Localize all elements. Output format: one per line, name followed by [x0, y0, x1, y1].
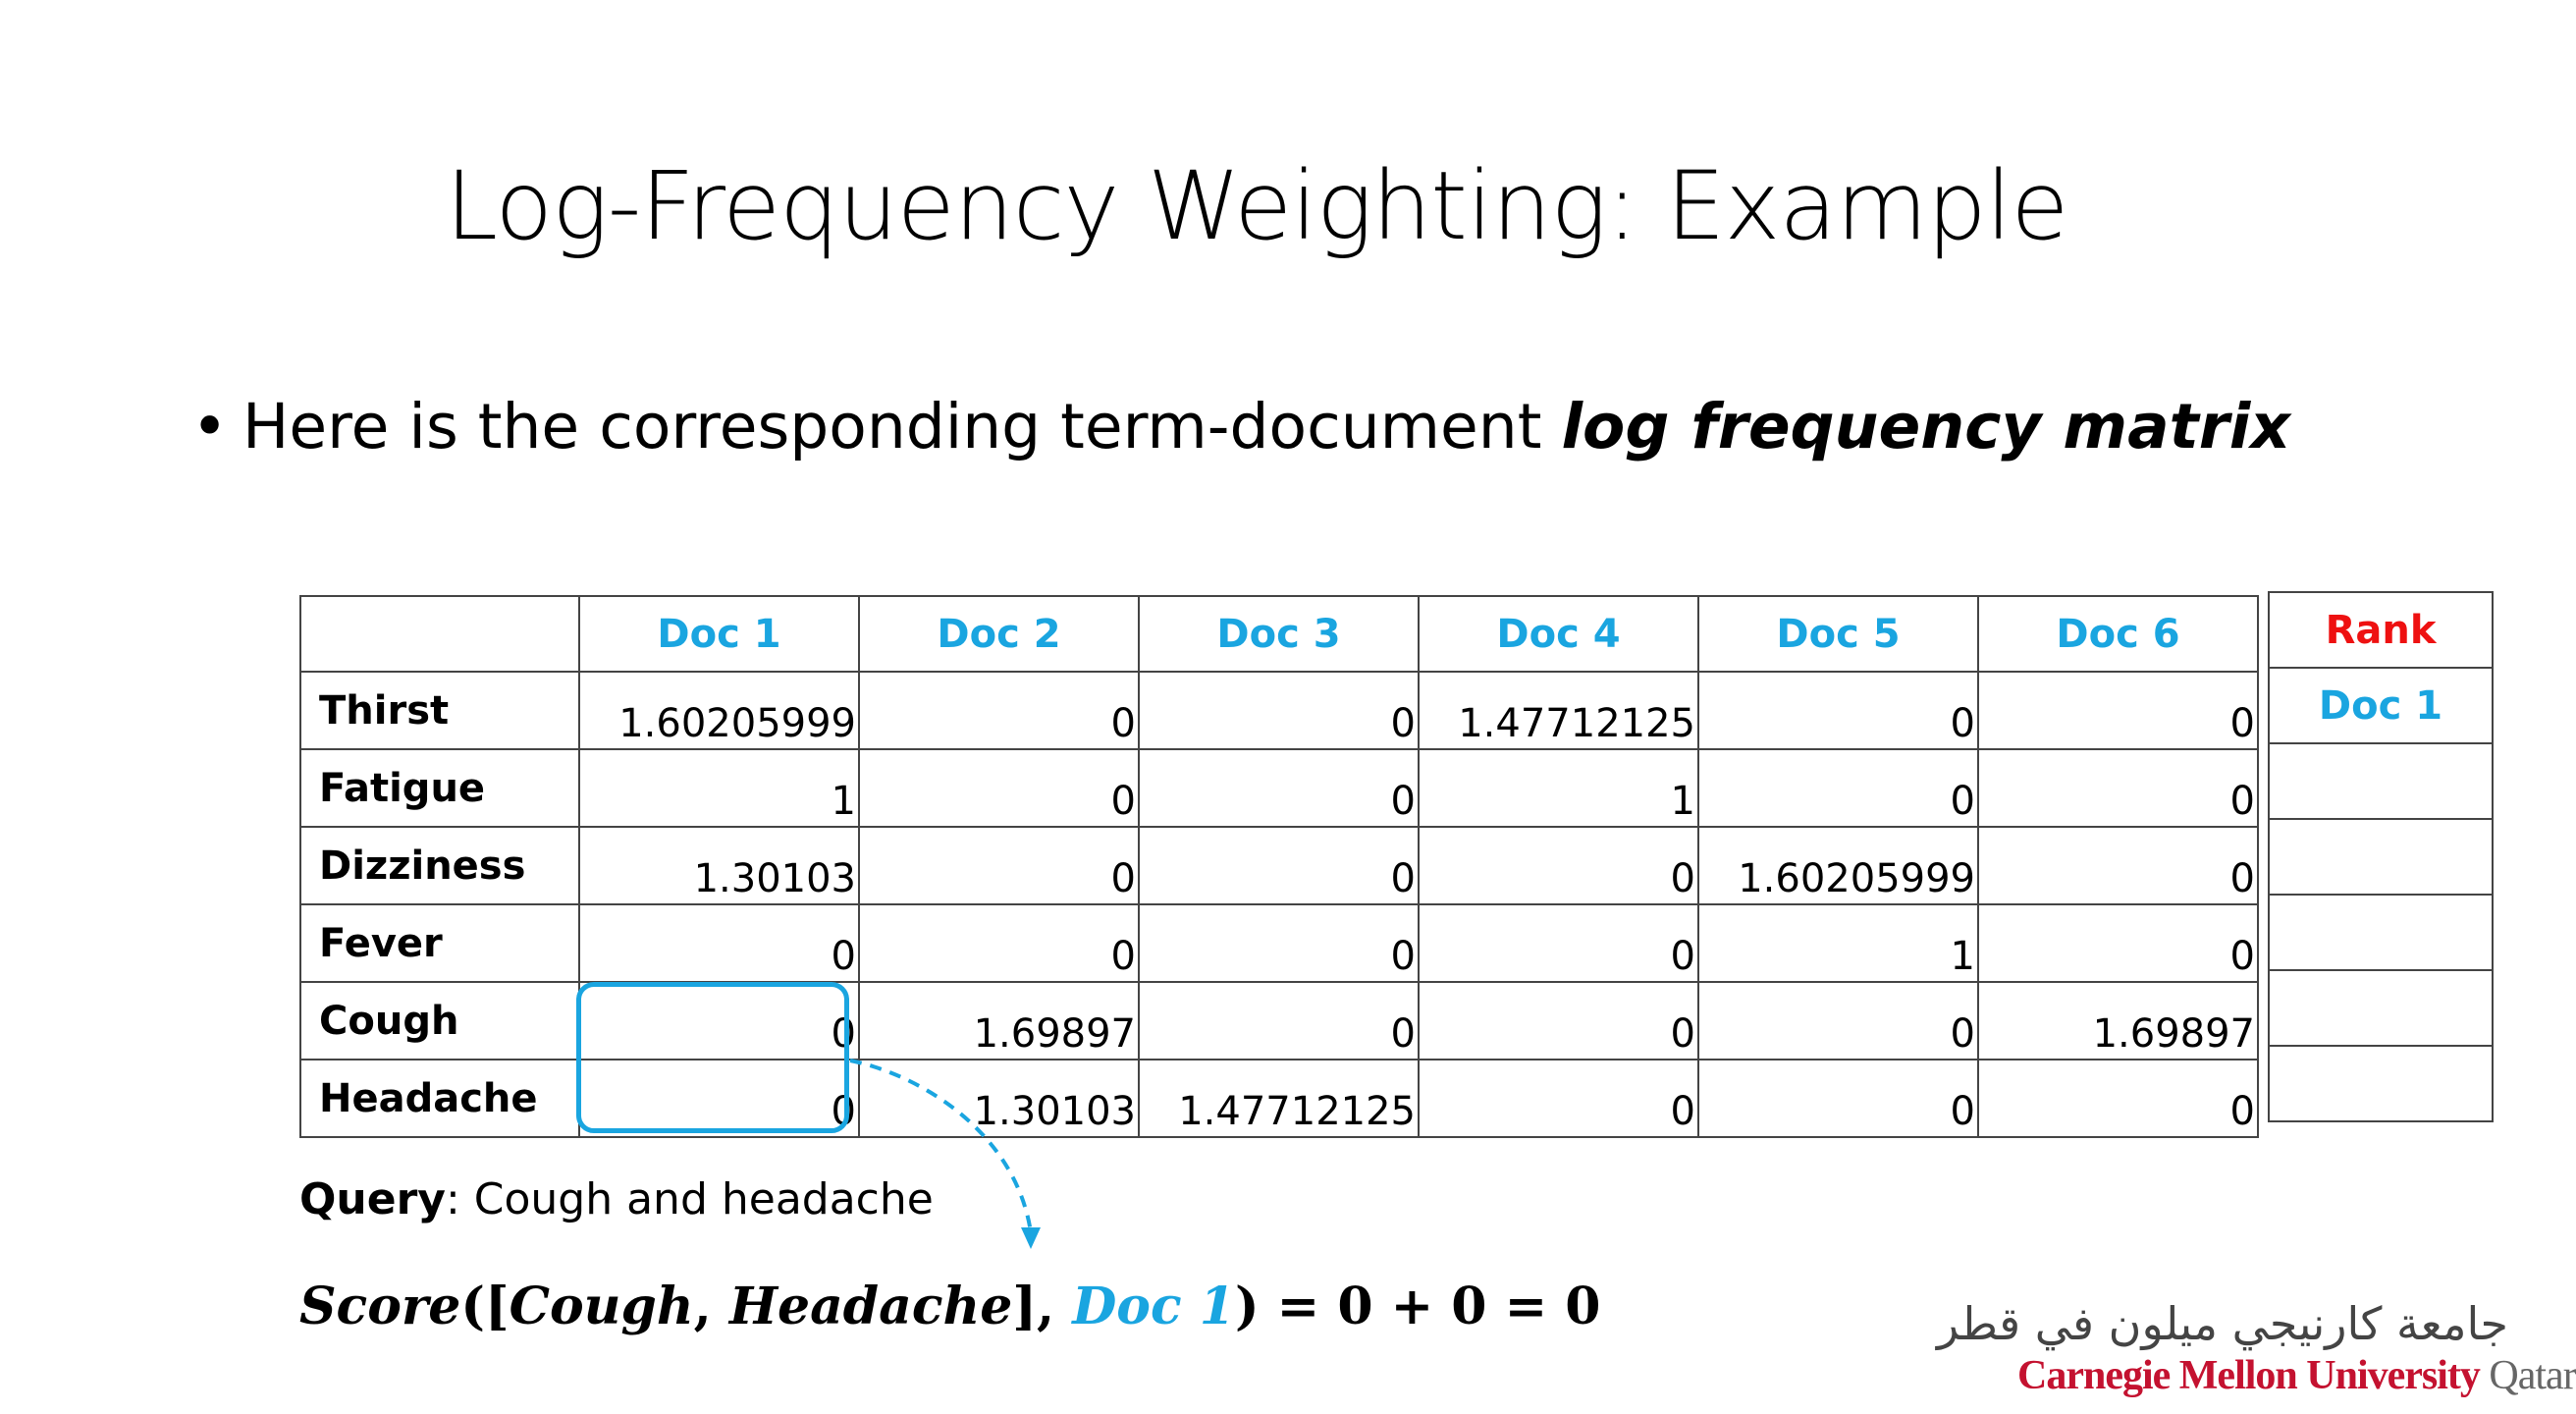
matrix-cell: 1.60205999 [1698, 827, 1978, 904]
logo-university-name: Carnegie Mellon University [2017, 1353, 2480, 1398]
rank-entry [2269, 970, 2493, 1046]
matrix-cell: 1.47712125 [1419, 672, 1698, 749]
doc1-highlight-box [576, 982, 849, 1133]
matrix-cell: 1.69897 [1978, 982, 2258, 1060]
score-open: ([ [460, 1277, 510, 1336]
matrix-cell: 0 [1698, 672, 1978, 749]
matrix-cell: 0 [859, 827, 1139, 904]
matrix-cell: 0 [1698, 982, 1978, 1060]
matrix-cell: 0 [1978, 672, 2258, 749]
matrix-cell: 0 [1698, 749, 1978, 827]
matrix-cell: 1.30103 [859, 1060, 1139, 1137]
matrix-cell: 1.47712125 [1139, 1060, 1419, 1137]
rank-entry [2269, 819, 2493, 895]
matrix-cell: 0 [1978, 827, 2258, 904]
matrix-cell: 0 [579, 982, 859, 1060]
matrix-cell: 0 [1978, 749, 2258, 827]
matrix-cell: 0 [1419, 1060, 1698, 1137]
logo-arabic-text: جامعة كارنيجي ميلون في قطر [1936, 1297, 2508, 1350]
bullet-point [191, 388, 2290, 466]
rank-entry [2269, 1046, 2493, 1121]
cmu-qatar-logo [1936, 1296, 2576, 1404]
logo-qatar: Qatar [2479, 1353, 2576, 1398]
matrix-row [300, 827, 2258, 904]
term-label: Cough [300, 982, 579, 1060]
rank-entry: Doc 1 [2269, 668, 2493, 743]
matrix-cell: 0 [1419, 904, 1698, 982]
matrix-cell: 0 [1419, 982, 1698, 1060]
score-term-2: Headache [728, 1277, 1013, 1336]
matrix-cell: 1 [579, 749, 859, 827]
matrix-cell: 0 [579, 1060, 859, 1137]
matrix-cell: 1.69897 [859, 982, 1139, 1060]
column-header: Doc 3 [1139, 596, 1419, 672]
matrix-cell: 0 [1139, 749, 1419, 827]
matrix-cell: 1.30103 [579, 827, 859, 904]
matrix-row [300, 672, 2258, 749]
matrix-cell: 1 [1698, 904, 1978, 982]
matrix-corner-cell [300, 596, 579, 672]
rank-header: Rank [2269, 592, 2493, 668]
score-function: Score [299, 1277, 461, 1336]
matrix-cell: 0 [1419, 827, 1698, 904]
score-mid: ], [1012, 1277, 1073, 1336]
score-separator: , [693, 1277, 729, 1336]
column-header: Doc 6 [1978, 596, 2258, 672]
logo-english-text [2017, 1351, 2576, 1400]
term-label: Headache [300, 1060, 579, 1137]
slide-title: Log-Frequency Weighting: Example [445, 151, 2068, 261]
matrix-cell: 0 [859, 672, 1139, 749]
matrix-cell: 0 [579, 904, 859, 982]
term-label: Fever [300, 904, 579, 982]
rank-entry [2269, 895, 2493, 970]
matrix-cell: 0 [1139, 672, 1419, 749]
rank-entry [2269, 743, 2493, 819]
term-label: Dizziness [300, 827, 579, 904]
matrix-cell: 0 [1978, 904, 2258, 982]
column-header: Doc 1 [579, 596, 859, 672]
query-label: Query [299, 1174, 446, 1224]
column-header: Doc 2 [859, 596, 1139, 672]
matrix-cell: 0 [1139, 827, 1419, 904]
rank-table [2268, 591, 2494, 1122]
query-line [299, 1170, 934, 1229]
query-text: : Cough and headache [445, 1174, 934, 1224]
score-result: ) = 0 + 0 = 0 [1234, 1277, 1601, 1336]
term-label: Thirst [300, 672, 579, 749]
term-label: Fatigue [300, 749, 579, 827]
column-header: Doc 5 [1698, 596, 1978, 672]
matrix-cell: 0 [859, 749, 1139, 827]
column-header: Doc 4 [1419, 596, 1698, 672]
score-formula [299, 1273, 1600, 1341]
matrix-cell: 0 [1978, 1060, 2258, 1137]
bullet-text: Here is the corresponding term-document [242, 391, 1562, 462]
matrix-cell: 0 [1698, 1060, 1978, 1137]
matrix-cell: 0 [859, 904, 1139, 982]
matrix-row [300, 904, 2258, 982]
bullet-dot: • [191, 391, 229, 462]
matrix-cell: 1 [1419, 749, 1698, 827]
matrix-header-row [300, 596, 2258, 672]
matrix-row [300, 749, 2258, 827]
matrix-cell: 0 [1139, 982, 1419, 1060]
matrix-cell: 1.60205999 [579, 672, 859, 749]
bullet-emphasis: log frequency matrix [1561, 391, 2290, 462]
matrix-cell: 0 [1139, 904, 1419, 982]
score-doc: Doc 1 [1072, 1277, 1235, 1336]
score-term-1: Cough [509, 1277, 694, 1336]
